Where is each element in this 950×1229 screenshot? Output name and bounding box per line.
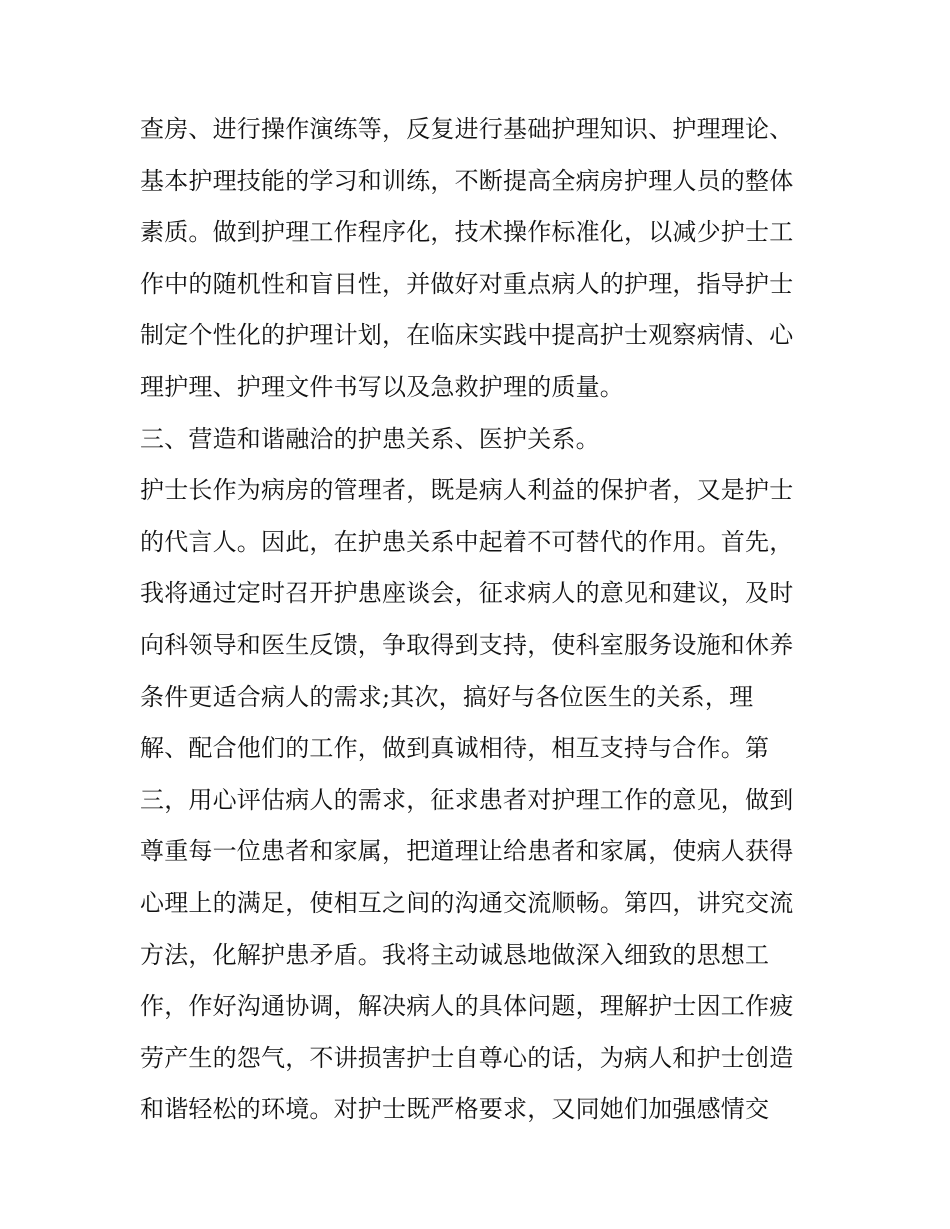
text-line: 查房、进行操作演练等，反复进行基础护理知识、护理理论、 <box>140 115 794 143</box>
text-line: 方法，化解护患矛盾。我将主动诚恳地做深入细致的思想工 <box>140 940 770 969</box>
section-heading: 三、营造和谐融洽的护患关系、医护关系。 <box>140 424 600 453</box>
text-line: 劳产生的怨气，不讲损害护士自尊心的话，为病人和护士创造 <box>140 1043 794 1072</box>
text-line: 作，作好沟通协调，解决病人的具体问题，理解护士因工作疲 <box>140 992 794 1021</box>
text-line: 护士长作为病房的管理者，既是病人利益的保护者，又是护士 <box>140 476 794 505</box>
text-line: 制定个性化的护理计划，在临床实践中提高护士观察病情、心 <box>140 321 794 350</box>
text-line: 尊重每一位患者和家属，把道理让给患者和家属，使病人获得 <box>140 837 794 866</box>
text-line: 的代言人。因此，在护患关系中起着不可替代的作用。首先， <box>140 527 794 556</box>
text-line: 三，用心评估病人的需求，征求患者对护理工作的意见，做到 <box>140 785 794 814</box>
text-line: 作中的随机性和盲目性，并做好对重点病人的护理，指导护士 <box>140 269 794 298</box>
text-line: 和谐轻松的环境。对护士既严格要求，又同她们加强感情交 <box>140 1095 770 1124</box>
text-line: 心理上的满足，使相互之间的沟通交流顺畅。第四，讲究交流 <box>140 888 794 917</box>
text-line: 向科领导和医生反馈，争取得到支持，使科室服务设施和休养 <box>140 630 794 659</box>
text-line: 我将通过定时召开护患座谈会，征求病人的意见和建议，及时 <box>140 579 794 608</box>
text-line: 素质。做到护理工作程序化，技术操作标准化，以减少护士工 <box>140 218 794 247</box>
body-text <box>140 104 840 1136</box>
text-line: 解、配合他们的工作，做到真诚相待，相互支持与合作。第 <box>140 734 770 763</box>
text-line: 理护理、护理文件书写以及急救护理的质量。 <box>140 372 624 401</box>
text-line: 基本护理技能的学习和训练，不断提高全病房护理人员的整体 <box>140 166 794 195</box>
text-line: 条件更适合病人的需求;其次，搞好与各位医生的关系，理 <box>140 682 754 711</box>
